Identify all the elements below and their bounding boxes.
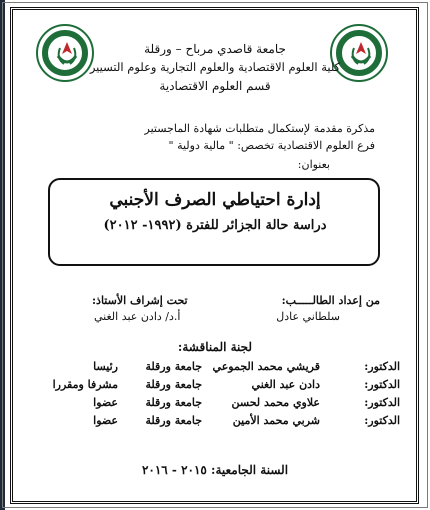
supervised-label: تحت إشراف الأستاذ:	[92, 294, 188, 307]
member-rank: الدكتور:	[364, 360, 400, 373]
member-rank: الدكتور:	[364, 396, 400, 409]
faculty-name: كلية العلوم الاقتصادية والعلوم التجارية وعلوم التسيير	[89, 60, 341, 74]
student-name: سلطاني عادل	[276, 310, 340, 323]
memo-titled: بعنوان:	[297, 158, 330, 171]
committee-row	[40, 378, 400, 396]
member-role: مشرفا ومقررا	[52, 378, 118, 391]
memo-branch: فرع العلوم الاقتصادية تخصص: " مالية دولية "	[168, 139, 375, 152]
member-rank: الدكتور:	[364, 378, 400, 391]
committee-row	[40, 414, 400, 432]
department-name: قسم العلوم الاقتصادية	[159, 79, 271, 93]
member-name: قريشي محمد الجموعي	[212, 360, 320, 373]
member-name: شربي محمد الأمين	[232, 414, 320, 427]
committee-row	[40, 360, 400, 378]
member-rank: الدكتور:	[364, 414, 400, 427]
thesis-subtitle: دراسة حالة الجزائر للفترة (١٩٩٢- ٢٠١٢)	[103, 218, 327, 233]
academic-year: السنة الجامعية: ٢٠١٥ - ٢٠١٦	[141, 463, 289, 477]
prepared-label: من إعداد الطالـــــب:	[281, 294, 380, 307]
committee-row	[40, 396, 400, 414]
supervisor-name: أ.د/ دادن عبد الغني	[94, 310, 181, 323]
member-institution: جامعة ورقلة	[145, 396, 202, 409]
member-institution: جامعة ورقلة	[145, 360, 202, 373]
committee-title: لجنة المناقشة:	[177, 340, 253, 354]
member-role: عضوا	[93, 396, 118, 409]
thesis-title: إدارة احتياطي الصرف الأجنبي	[109, 190, 321, 210]
member-role: عضوا	[93, 414, 118, 427]
member-role: رئيسا	[93, 360, 118, 373]
member-name: علاوي محمد لحسن	[231, 396, 320, 409]
member-institution: جامعة ورقلة	[145, 414, 202, 427]
university-name: جامعة قاصدي مرباح – ورقلة	[144, 42, 286, 56]
member-institution: جامعة ورقلة	[145, 378, 202, 391]
member-name: دادن عبد الغني	[251, 378, 320, 391]
memo-purpose: مذكرة مقدمة لإستكمال متطلبات شهادة الماجستير	[144, 122, 375, 135]
